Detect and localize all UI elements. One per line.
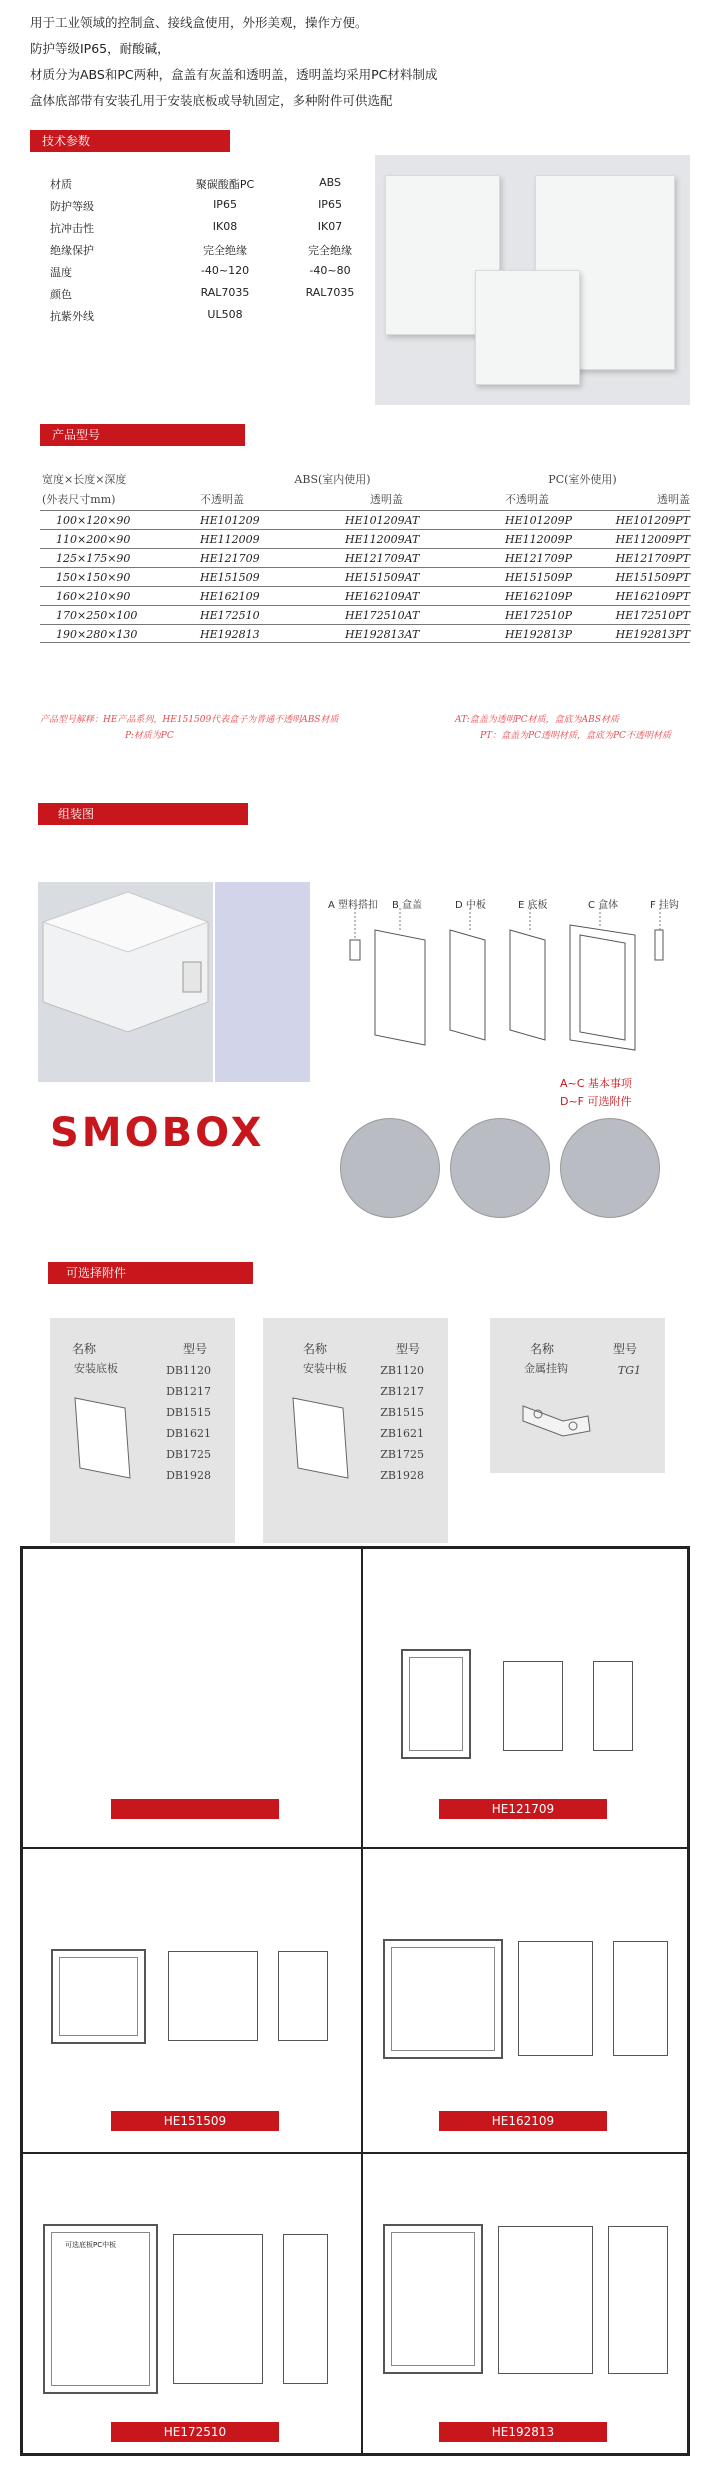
intro-text	[30, 10, 437, 114]
drawings-grid	[20, 1546, 690, 2456]
model-row	[40, 529, 690, 548]
spec-abs: IK07	[317, 220, 343, 233]
accessory-card-hook	[490, 1318, 665, 1473]
acc-type-list	[380, 1360, 424, 1486]
model-cell: HE101209P	[505, 514, 573, 527]
model-row	[40, 605, 690, 624]
header-abs: ABS(室内使用)	[294, 473, 371, 486]
header-abs-transparent: 透明盖	[370, 493, 403, 506]
drawing-note: 可选底板PC中板	[65, 2241, 117, 2249]
acc-type: ZB1515	[380, 1406, 424, 1419]
acc-type: ZB1120	[380, 1364, 424, 1377]
spec-abs: -40~80	[309, 264, 351, 277]
spec-name: 抗紫外线	[50, 310, 94, 323]
smobox-logo: SMOBOX	[50, 1110, 265, 1156]
model-cell: 170×250×100	[56, 609, 138, 622]
metal-hook-icon	[518, 1396, 598, 1446]
spec-name: 材质	[50, 178, 72, 191]
enclosure-angled-image	[38, 882, 213, 1082]
front-view-drawing	[401, 1649, 471, 1759]
header-dim: 宽度×长度×深度	[42, 473, 127, 486]
header-dim-unit: (外表尺寸mm)	[42, 493, 116, 506]
drawing-cell-he162109	[362, 1848, 688, 2153]
model-cell: HE112009	[200, 533, 260, 546]
drawing-label: HE151509	[111, 2111, 279, 2131]
model-cell: 150×150×90	[56, 571, 131, 584]
acc-name: 金属挂钩	[524, 1362, 568, 1375]
model-cell: HE101209PT	[615, 514, 690, 527]
model-table	[40, 470, 690, 643]
model-cell: HE172510AT	[345, 609, 420, 622]
back-view-drawing	[173, 2234, 263, 2384]
model-cell: HE192813P	[505, 628, 573, 641]
spec-pc: UL508	[207, 308, 243, 321]
acc-type: DB1515	[166, 1406, 211, 1419]
part-label-f: F 挂钩	[650, 900, 679, 911]
model-row	[40, 567, 690, 586]
back-view-drawing	[168, 1951, 258, 2041]
spec-pc: 聚碳酸酯PC	[195, 178, 255, 191]
assembly-photo-side	[215, 882, 310, 1082]
acc-name-header: 名称	[303, 1342, 328, 1356]
acc-type: DB1621	[166, 1427, 211, 1440]
part-label-a: A 塑料搭扣	[328, 900, 379, 911]
model-cell: HE151509P	[505, 571, 573, 584]
model-cell: HE121709P	[505, 552, 573, 565]
model-cell: 100×120×90	[56, 514, 131, 527]
spec-abs: RAL7035	[305, 286, 355, 299]
acc-type-header: 型号	[395, 1342, 420, 1356]
acc-name: 安装中板	[303, 1362, 347, 1375]
accessory-card-base-plate	[50, 1318, 235, 1543]
intro-line: 材质分为ABS和PC两种，盒盖有灰盖和透明盖，透明盖均采用PC材料制成	[30, 67, 438, 82]
model-cell: HE172510P	[505, 609, 573, 622]
model-cell: HE192813	[200, 628, 260, 641]
model-cell: 160×210×90	[56, 590, 131, 603]
spec-row	[50, 198, 370, 220]
spec-name: 绝缘保护	[50, 244, 94, 257]
drawing-cell-he121709	[362, 1548, 688, 1848]
intro-line: 防护等级IP65，耐酸碱，	[30, 41, 170, 56]
header-pc-opaque: 不透明盖	[505, 493, 549, 506]
front-view-drawing	[383, 1939, 503, 2059]
accessory-card-mid-plate	[263, 1318, 448, 1543]
model-cell: HE112009AT	[345, 533, 420, 546]
drawing-cell-he192813	[362, 2153, 688, 2454]
model-table-header	[40, 470, 690, 490]
side-view-drawing	[593, 1661, 633, 1751]
detail-latch-image	[340, 1118, 440, 1218]
assembly-title-bar: 组装图	[38, 803, 248, 825]
spec-pc: IK08	[212, 220, 238, 233]
tech-spec-table	[50, 176, 370, 330]
model-cell: 110×200×90	[56, 533, 131, 546]
enclosures-photo	[375, 155, 690, 405]
acc-type: ZB1725	[380, 1448, 424, 1461]
drawing-label: HE121709	[439, 1799, 607, 1819]
part-label-b: B 盒盖	[392, 900, 423, 911]
spec-row	[50, 242, 370, 264]
exploded-view-diagram	[330, 900, 690, 1070]
side-view-drawing	[283, 2234, 328, 2384]
model-row	[40, 586, 690, 605]
model-cell: HE121709AT	[345, 552, 420, 565]
acc-name-header: 名称	[72, 1342, 97, 1356]
model-note: P:材质为PC	[125, 731, 174, 741]
acc-type-header: 型号	[612, 1342, 637, 1356]
model-cell: HE151509	[200, 571, 260, 584]
model-row	[40, 624, 690, 643]
model-cell: HE192813AT	[345, 628, 420, 641]
header-pc-transparent: 透明盖	[657, 493, 690, 506]
model-cell: HE172510PT	[615, 609, 690, 622]
drawing-cell	[22, 1548, 362, 1848]
model-cell: HE162109PT	[615, 590, 690, 603]
spec-row	[50, 176, 370, 198]
drawing-cell-he151509	[22, 1848, 362, 2153]
detail-hinge-image	[560, 1118, 660, 1218]
header-pc: PC(室外使用)	[548, 473, 617, 486]
model-cell: HE112009PT	[615, 533, 690, 546]
acc-type-list	[618, 1360, 641, 1381]
acc-type: ZB1621	[380, 1427, 424, 1440]
model-cell: HE162109	[200, 590, 260, 603]
model-cell: 125×175×90	[56, 552, 131, 565]
model-note: 产品型号解释：HE产品系列，HE151509代表盒子为普通不透明ABS材质	[40, 715, 339, 725]
drawing-label: HE192813	[439, 2422, 607, 2442]
spec-abs: ABS	[319, 176, 341, 189]
detail-hook-image	[450, 1118, 550, 1218]
acc-type-list	[166, 1360, 211, 1486]
front-view-drawing	[383, 2224, 483, 2374]
side-view-drawing	[613, 1941, 668, 2056]
base-plate-icon	[70, 1393, 140, 1483]
mid-plate-icon	[288, 1393, 358, 1483]
acc-type: DB1928	[166, 1469, 211, 1482]
model-cell: HE151509AT	[345, 571, 420, 584]
model-row	[40, 548, 690, 567]
model-cell: HE121709	[200, 552, 260, 565]
spec-row	[50, 286, 370, 308]
spec-name: 抗冲击性	[50, 222, 94, 235]
model-cell: HE112009P	[505, 533, 573, 546]
model-cell: 190×280×130	[56, 628, 138, 641]
legend-basic: A~C 基本事项	[560, 1077, 632, 1090]
drawing-label	[111, 1799, 279, 1819]
spec-row	[50, 308, 370, 330]
side-view-drawing	[608, 2226, 668, 2374]
acc-type: ZB1217	[380, 1385, 424, 1398]
acc-type: TG1	[617, 1364, 641, 1377]
part-label-d: D 中板	[455, 900, 486, 911]
accessories-title-bar: 可选择附件	[48, 1262, 253, 1284]
spec-pc: IP65	[213, 198, 237, 211]
intro-line: 盒体底部带有安装孔用于安装底板或导轨固定，多种附件可供选配	[30, 93, 393, 108]
legend-optional: D~F 可选附件	[560, 1095, 632, 1108]
drawing-label: HE172510	[111, 2422, 279, 2442]
acc-type: ZB1928	[380, 1469, 424, 1482]
part-label-c: C 盒体	[588, 900, 619, 911]
front-view-drawing	[51, 1949, 146, 2044]
intro-line: 用于工业领域的控制盒、接线盒使用，外形美观，操作方便。	[30, 15, 368, 30]
spec-pc: RAL7035	[200, 286, 250, 299]
back-view-drawing	[498, 2226, 593, 2374]
spec-row	[50, 220, 370, 242]
back-view-drawing	[518, 1941, 593, 2056]
model-note: PT：盒盖为PC透明材质，盒底为PC不透明材质	[480, 731, 671, 741]
model-cell: HE121709PT	[615, 552, 690, 565]
spec-abs: 完全绝缘	[308, 244, 352, 257]
spec-pc: 完全绝缘	[203, 244, 247, 257]
model-row	[40, 510, 690, 529]
spec-abs: IP65	[318, 198, 342, 211]
spec-abs	[290, 308, 370, 330]
model-cell: HE162109AT	[345, 590, 420, 603]
spec-name: 颜色	[50, 288, 72, 301]
model-cell: HE172510	[200, 609, 260, 622]
model-cell: HE151509PT	[615, 571, 690, 584]
side-view-drawing	[278, 1951, 328, 2041]
drawing-cell-he172510	[22, 2153, 362, 2454]
model-cell: HE192813PT	[615, 628, 690, 641]
acc-type-header: 型号	[182, 1342, 207, 1356]
model-cell: HE101209	[200, 514, 260, 527]
drawing-label: HE162109	[439, 2111, 607, 2131]
back-view-drawing	[503, 1661, 563, 1751]
model-cell: HE101209AT	[345, 514, 420, 527]
part-label-e: E 底板	[518, 900, 548, 911]
acc-type: DB1725	[166, 1448, 211, 1461]
spec-pc: -40~120	[200, 264, 250, 277]
spec-name: 防护等级	[50, 200, 94, 213]
assembly-photo	[38, 882, 213, 1082]
models-title-bar: 产品型号	[40, 424, 245, 446]
acc-type: DB1217	[166, 1385, 211, 1398]
front-view-drawing	[43, 2224, 158, 2394]
model-rows	[40, 510, 690, 643]
tech-title-bar: 技术参数	[30, 130, 230, 152]
enclosure-medium-image	[475, 270, 580, 385]
acc-type: DB1120	[166, 1364, 211, 1377]
header-abs-opaque: 不透明盖	[200, 493, 244, 506]
acc-name: 安装底板	[74, 1362, 118, 1375]
model-note: AT:盒盖为透明PC材质，盒底为ABS材质	[455, 715, 619, 725]
model-table-subheader	[40, 490, 690, 510]
spec-row	[50, 264, 370, 286]
acc-name-header: 名称	[530, 1342, 555, 1356]
spec-name: 温度	[50, 266, 72, 279]
model-cell: HE162109P	[505, 590, 573, 603]
